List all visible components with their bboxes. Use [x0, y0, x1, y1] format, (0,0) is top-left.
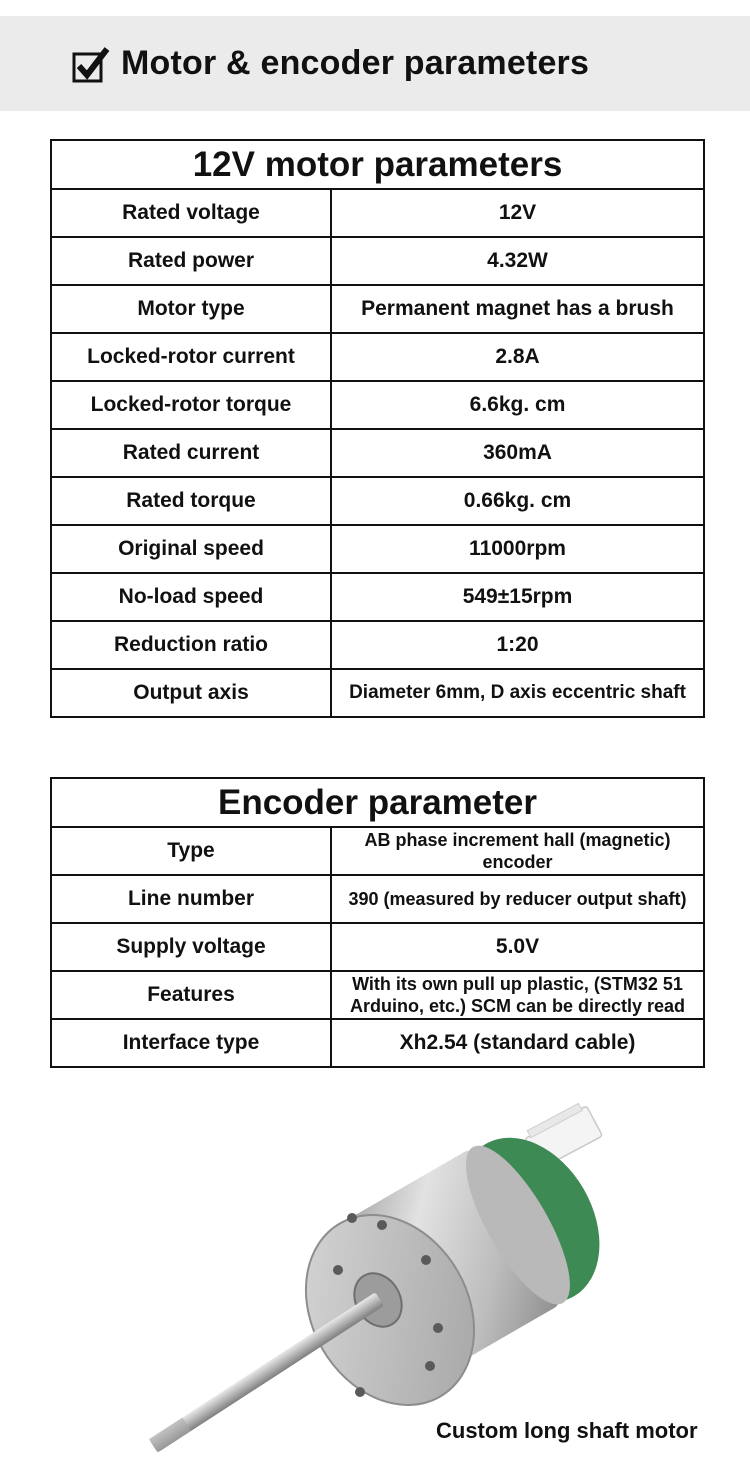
param-value: 390 (measured by reducer output shaft)	[331, 875, 704, 923]
param-value: Xh2.54 (standard cable)	[331, 1019, 704, 1067]
param-value: 0.66kg. cm	[331, 477, 704, 525]
param-label: Rated power	[51, 237, 331, 285]
table-row	[51, 1019, 704, 1067]
param-value: With its own pull up plastic, (STM32 51 Arduino, etc.) SCM can be directly read	[331, 971, 704, 1019]
encoder-parameters-table	[50, 777, 705, 1068]
param-label: Supply voltage	[51, 923, 331, 971]
param-label: Line number	[51, 875, 331, 923]
table-row	[51, 573, 704, 621]
param-value: 5.0V	[331, 923, 704, 971]
param-label: Motor type	[51, 285, 331, 333]
table-row	[51, 621, 704, 669]
param-value: 2.8A	[331, 333, 704, 381]
param-label: Features	[51, 971, 331, 1019]
table-row	[51, 381, 704, 429]
param-label: Locked-rotor torque	[51, 381, 331, 429]
param-label: Rated torque	[51, 477, 331, 525]
param-label: Rated voltage	[51, 189, 331, 237]
table-row	[51, 477, 704, 525]
table-row	[51, 827, 704, 875]
table-row	[51, 875, 704, 923]
checkbox-checked-icon	[72, 46, 110, 84]
table-row	[51, 189, 704, 237]
param-value: 12V	[331, 189, 704, 237]
table-row	[51, 525, 704, 573]
table-row	[51, 237, 704, 285]
encoder-table-title: Encoder parameter	[51, 778, 704, 827]
param-value: 11000rpm	[331, 525, 704, 573]
param-value: 1:20	[331, 621, 704, 669]
param-label: Interface type	[51, 1019, 331, 1067]
param-value: Diameter 6mm, D axis eccentric shaft	[331, 669, 704, 717]
table-row	[51, 971, 704, 1019]
photo-caption: Custom long shaft motor	[436, 1418, 698, 1443]
motor-table-title: 12V motor parameters	[51, 140, 704, 189]
header-banner	[0, 16, 750, 111]
param-label: Rated current	[51, 429, 331, 477]
table-row	[51, 429, 704, 477]
param-value: 549±15rpm	[331, 573, 704, 621]
param-label: No-load speed	[51, 573, 331, 621]
param-label: Reduction ratio	[51, 621, 331, 669]
param-value: Permanent magnet has a brush	[331, 285, 704, 333]
table-row	[51, 333, 704, 381]
param-value: AB phase increment hall (magnetic) encoder	[331, 827, 704, 875]
motor-photo	[60, 1100, 700, 1470]
param-label: Type	[51, 827, 331, 875]
page-title: Motor & encoder parameters	[121, 44, 590, 82]
param-value: 360mA	[331, 429, 704, 477]
param-value: 6.6kg. cm	[331, 381, 704, 429]
param-value: 4.32W	[331, 237, 704, 285]
table-row	[51, 669, 704, 717]
table-row	[51, 923, 704, 971]
param-label: Original speed	[51, 525, 331, 573]
motor-parameters-table	[50, 139, 705, 718]
param-label: Output axis	[51, 669, 331, 717]
table-row	[51, 285, 704, 333]
param-label: Locked-rotor current	[51, 333, 331, 381]
